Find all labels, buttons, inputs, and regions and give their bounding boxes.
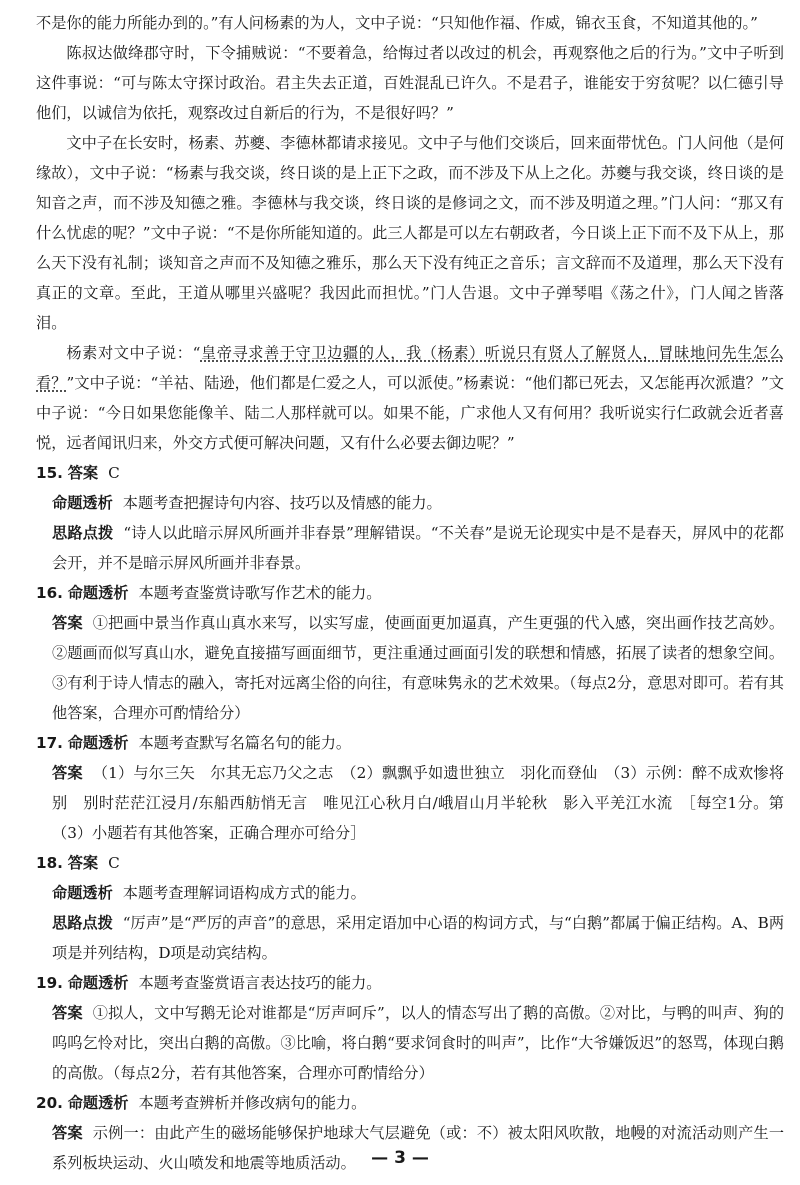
answer-item-16 <box>36 578 784 608</box>
answer-text: C <box>108 464 120 482</box>
answer-text: ①把画中景当作真山真水来写，以实写虚，使画面更加逼真，产生更强的代入感，突出画作技艺高妙。②题画而似写真山水，避免直接描写画面细节，更注重通过画面引发的联想和情感，拓展了读者的想象空间。③有利于诗人情志的融入，寄托对远离尘俗的向往，有意味隽永的艺术效果。（每点2分，意思对即可。若有其他答案，合理亦可酌情给分） <box>52 614 785 722</box>
passage-paragraph: 陈叔达做绛郡守时，下令捕贼说：“不要着急，给悔过者以改过的机会，再观察他之后的行为。”文中子听到这件事说：“可与陈太守探讨政治。君主失去正道，百姓混乱已许久。不是君子，谁能安于穷贫呢？以仁德引导他们，以诚信为依托，观察改过自新后的行为，不是很好吗？” <box>36 44 784 122</box>
answer-label: 答案 <box>52 1004 83 1022</box>
answer-label: 答案 <box>67 854 99 872</box>
answer-item-20 <box>36 1088 784 1118</box>
answer-item-15 <box>36 458 784 488</box>
answer-label: 答案 <box>52 1124 83 1142</box>
analysis-label: 命题透析 <box>52 494 113 512</box>
answer-item-19 <box>36 968 784 998</box>
question-number: 20. <box>36 1094 63 1112</box>
passage-paragraph: 不是你的能力所能办到的。”有人问杨素的为人，文中子说：“只知他作福、作威，锦衣玉食，不知道其他的。” <box>36 14 758 32</box>
analysis-text: 本题考查理解词语构成方式的能力。 <box>122 884 366 902</box>
analysis-text: 本题考查默写名篇名句的能力。 <box>138 734 352 752</box>
analysis-text: 本题考查把握诗句内容、技巧以及情感的能力。 <box>122 494 442 512</box>
answer-label: 答案 <box>52 614 83 632</box>
answer-text: C <box>108 854 120 872</box>
passage-paragraph <box>36 338 784 458</box>
answer-row <box>36 758 784 848</box>
answer-item-18 <box>36 848 784 878</box>
analysis-text: 本题考查辨析并修改病句的能力。 <box>138 1094 367 1112</box>
hint-label: 思路点拨 <box>52 524 114 542</box>
passage-paragraph: 文中子在长安时，杨素、苏夔、李德林都请求接见。文中子与他们交谈后，回来面带忧色。门人问他（是何缘故），文中子说：“杨素与我交谈，终日谈的是上正下之政，而不涉及下从上之化。苏夔与我交谈，终日谈的是知音之声，而不涉及知德之雅。李德林与我交谈，终日谈的是修词之文，而不涉及明道之理。”门人问：“那又有什么忧虑的呢？”文中子说：“不是你所能知道的。此三人都是可以左右朝政者，今日谈上正下而不及下从上，那么天下没有礼制；谈知音之声而不及知德之雅乐，那么天下没有纯正之音乐；言文辞而不及道理，那么天下没有真正的文章。至此，王道从哪里兴盛呢？我因此而担忧。”门人告退。文中子弹琴唱《荡之什》，门人闻之皆落泪。 <box>36 134 784 332</box>
analysis-text: 本题考查鉴赏诗歌写作艺术的能力。 <box>138 584 382 602</box>
question-number: 19. <box>36 974 63 992</box>
analysis-label: 命题透析 <box>67 974 129 992</box>
answer-text: ①拟人，文中写鹅无论对谁都是“厉声呵斥”，以人的情态写出了鹅的高傲。②对比，与鸭的叫声、狗的呜呜乞怜对比，突出白鹅的高傲。③比喻，将白鹅“要求饲食时的叫声”，比作“大爷嫌饭迟”的怒骂，体现白鹅的高傲。（每点2分，若有其他答案，合理亦可酌情给分） <box>52 1004 785 1082</box>
hint-row <box>36 518 784 578</box>
answer-text: 示例一：由此产生的磁场能够保护地球大气层避免（或：不）被太阳风吹散，地幔的对流活动则产生一系列板块运动、火山喷发和地震等地质活动。 <box>52 1124 785 1172</box>
analysis-label: 命题透析 <box>67 584 129 602</box>
hint-row <box>36 908 784 968</box>
document-page <box>36 8 784 1178</box>
answer-row <box>36 998 784 1088</box>
analysis-label: 命题透析 <box>67 734 129 752</box>
analysis-row <box>36 878 784 908</box>
hint-text: “厉声”是“严厉的声音”的意思，采用定语加中心语的构词方式，与“白鹅”都属于偏正结构。A、B两项是并列结构，D项是动宾结构。 <box>52 914 785 962</box>
underlined-sentence: 皇帝寻求善于守卫边疆的人，我（杨素）听说只有贤人了解贤人，冒昧地问先生怎么看？ <box>36 344 785 392</box>
analysis-row <box>36 488 784 518</box>
analysis-label: 命题透析 <box>52 884 113 902</box>
question-number: 17. <box>36 734 63 752</box>
passage-text: 杨素对文中子说：“ <box>66 344 201 362</box>
answer-row <box>36 608 784 728</box>
answer-label: 答案 <box>52 764 83 782</box>
passage-text: ”文中子说：“羊祜、陆逊，他们都是仁爱之人，可以派使。”杨素说：“他们都已死去，又怎能再次派遣？”文中子说：“今日如果您能像羊、陆二人那样就可以。如果不能，广求他人又有何用？我听说实行仁政就会近者喜悦，远者闻讯归来，外交方式便可解决问题，又有什么必要去御边呢？” <box>36 374 784 452</box>
analysis-label: 命题透析 <box>67 1094 129 1112</box>
question-number: 18. <box>36 854 63 872</box>
hint-label: 思路点拨 <box>52 914 113 932</box>
answer-item-17 <box>36 728 784 758</box>
answer-label: 答案 <box>67 464 99 482</box>
question-number: 15. <box>36 464 63 482</box>
page-number: — 3 — <box>371 1148 429 1168</box>
answer-text: （1）与尔三矢 尔其无忘乃父之志 （2）飘飘乎如遗世独立 羽化而登仙 （3）示例：醉不成欢惨将别 别时茫茫江浸月/东船西舫悄无言 唯见江心秋月白/峨眉山月半轮秋 影入平羌江水流 ［每空1分。第（3）小题若有其他答案，正确合理亦可给分］ <box>52 764 784 842</box>
hint-text: “诗人以此暗示屏风所画并非春景”理解错误。“不关春”是说无论现实中是不是春天，屏风中的花都会开，并不是暗示屏风所画并非春景。 <box>52 524 784 572</box>
question-number: 16. <box>36 584 63 602</box>
analysis-text: 本题考查鉴赏语言表达技巧的能力。 <box>138 974 382 992</box>
